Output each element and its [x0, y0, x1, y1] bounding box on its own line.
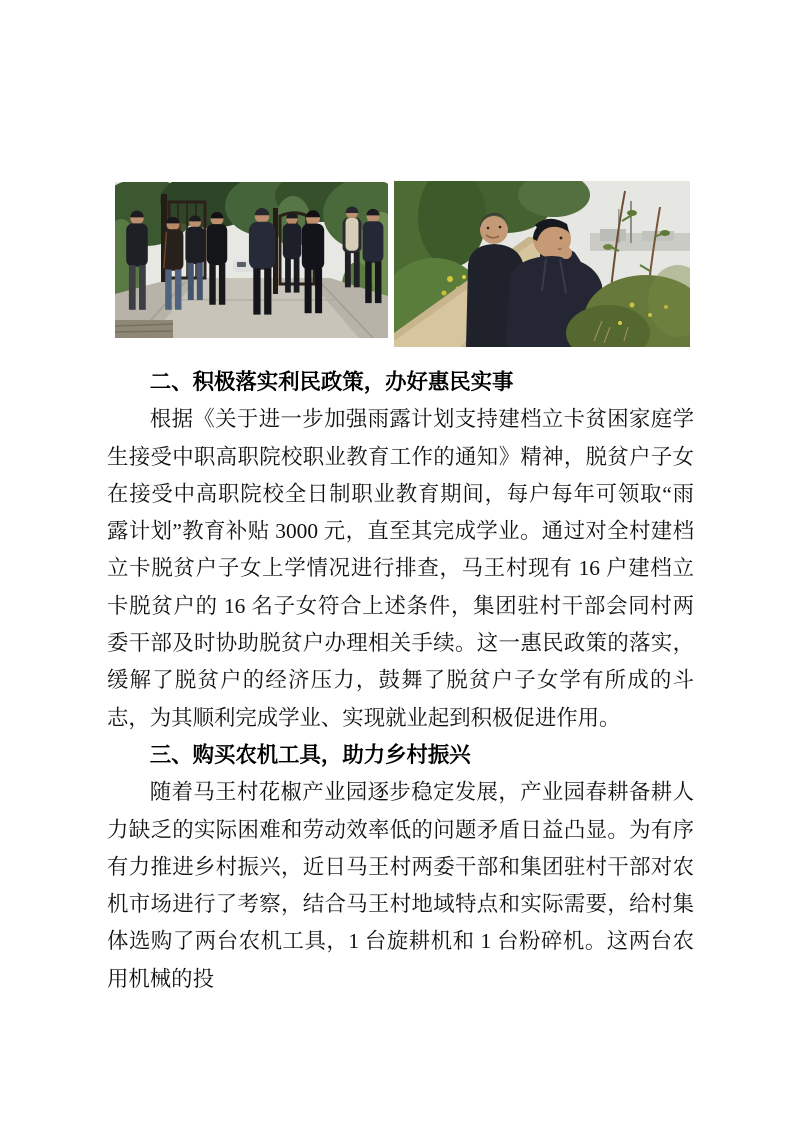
- section-heading-2: 二、积极落实利民政策，办好惠民实事: [149, 370, 514, 394]
- section-heading-3: 三、购买农机工具，助力乡村振兴: [149, 742, 471, 767]
- photo-village-gate-group: [115, 182, 388, 338]
- section-paragraph-3: 随着马王村花椒产业园逐步稳定发展，产业园春耕备耕人力缺乏的实际困难和劳动效率低的问题矛盾日益凸显。为有序有力推进乡村振兴，近日马王村两委干部和集团驻村干部对农机市场进行了考察，结合马王村地域特点和实际需要，给村集体选购了两台农机工具，1 台旋耕机和 1 台粉碎机。这两台农用机械的投: [107, 780, 694, 991]
- photo-left-illustration: [115, 182, 388, 338]
- section-paragraph-2: 根据《关于进一步加强雨露计划支持建档立卡贫困家庭学生接受中职高职院校职业教育工作的通知》精神，脱贫户子女在接受中高职院校全日制职业教育期间，每户每年可领取“雨露计划”教育补贴 3000 元，直至其完成学业。通过对全村建档立卡脱贫户子女上学情况进行排查，马王村现有 16 户建档立卡脱贫户的 16 名子女符合上述条件，集团驻村干部会同村两委干部及时协助脱贫户办理相关手续。这一惠民政策的落实，缓解了脱贫户的经济压力，鼓舞了脱贫户子女学有所成的斗志，为其顺利完成学业、实现就业起到积极促进作用。: [107, 407, 694, 730]
- curb: [115, 320, 173, 338]
- document-body: [107, 364, 694, 998]
- photo-field-inspection: [394, 181, 690, 347]
- photo-right-illustration: [394, 181, 690, 347]
- hand: [560, 247, 572, 259]
